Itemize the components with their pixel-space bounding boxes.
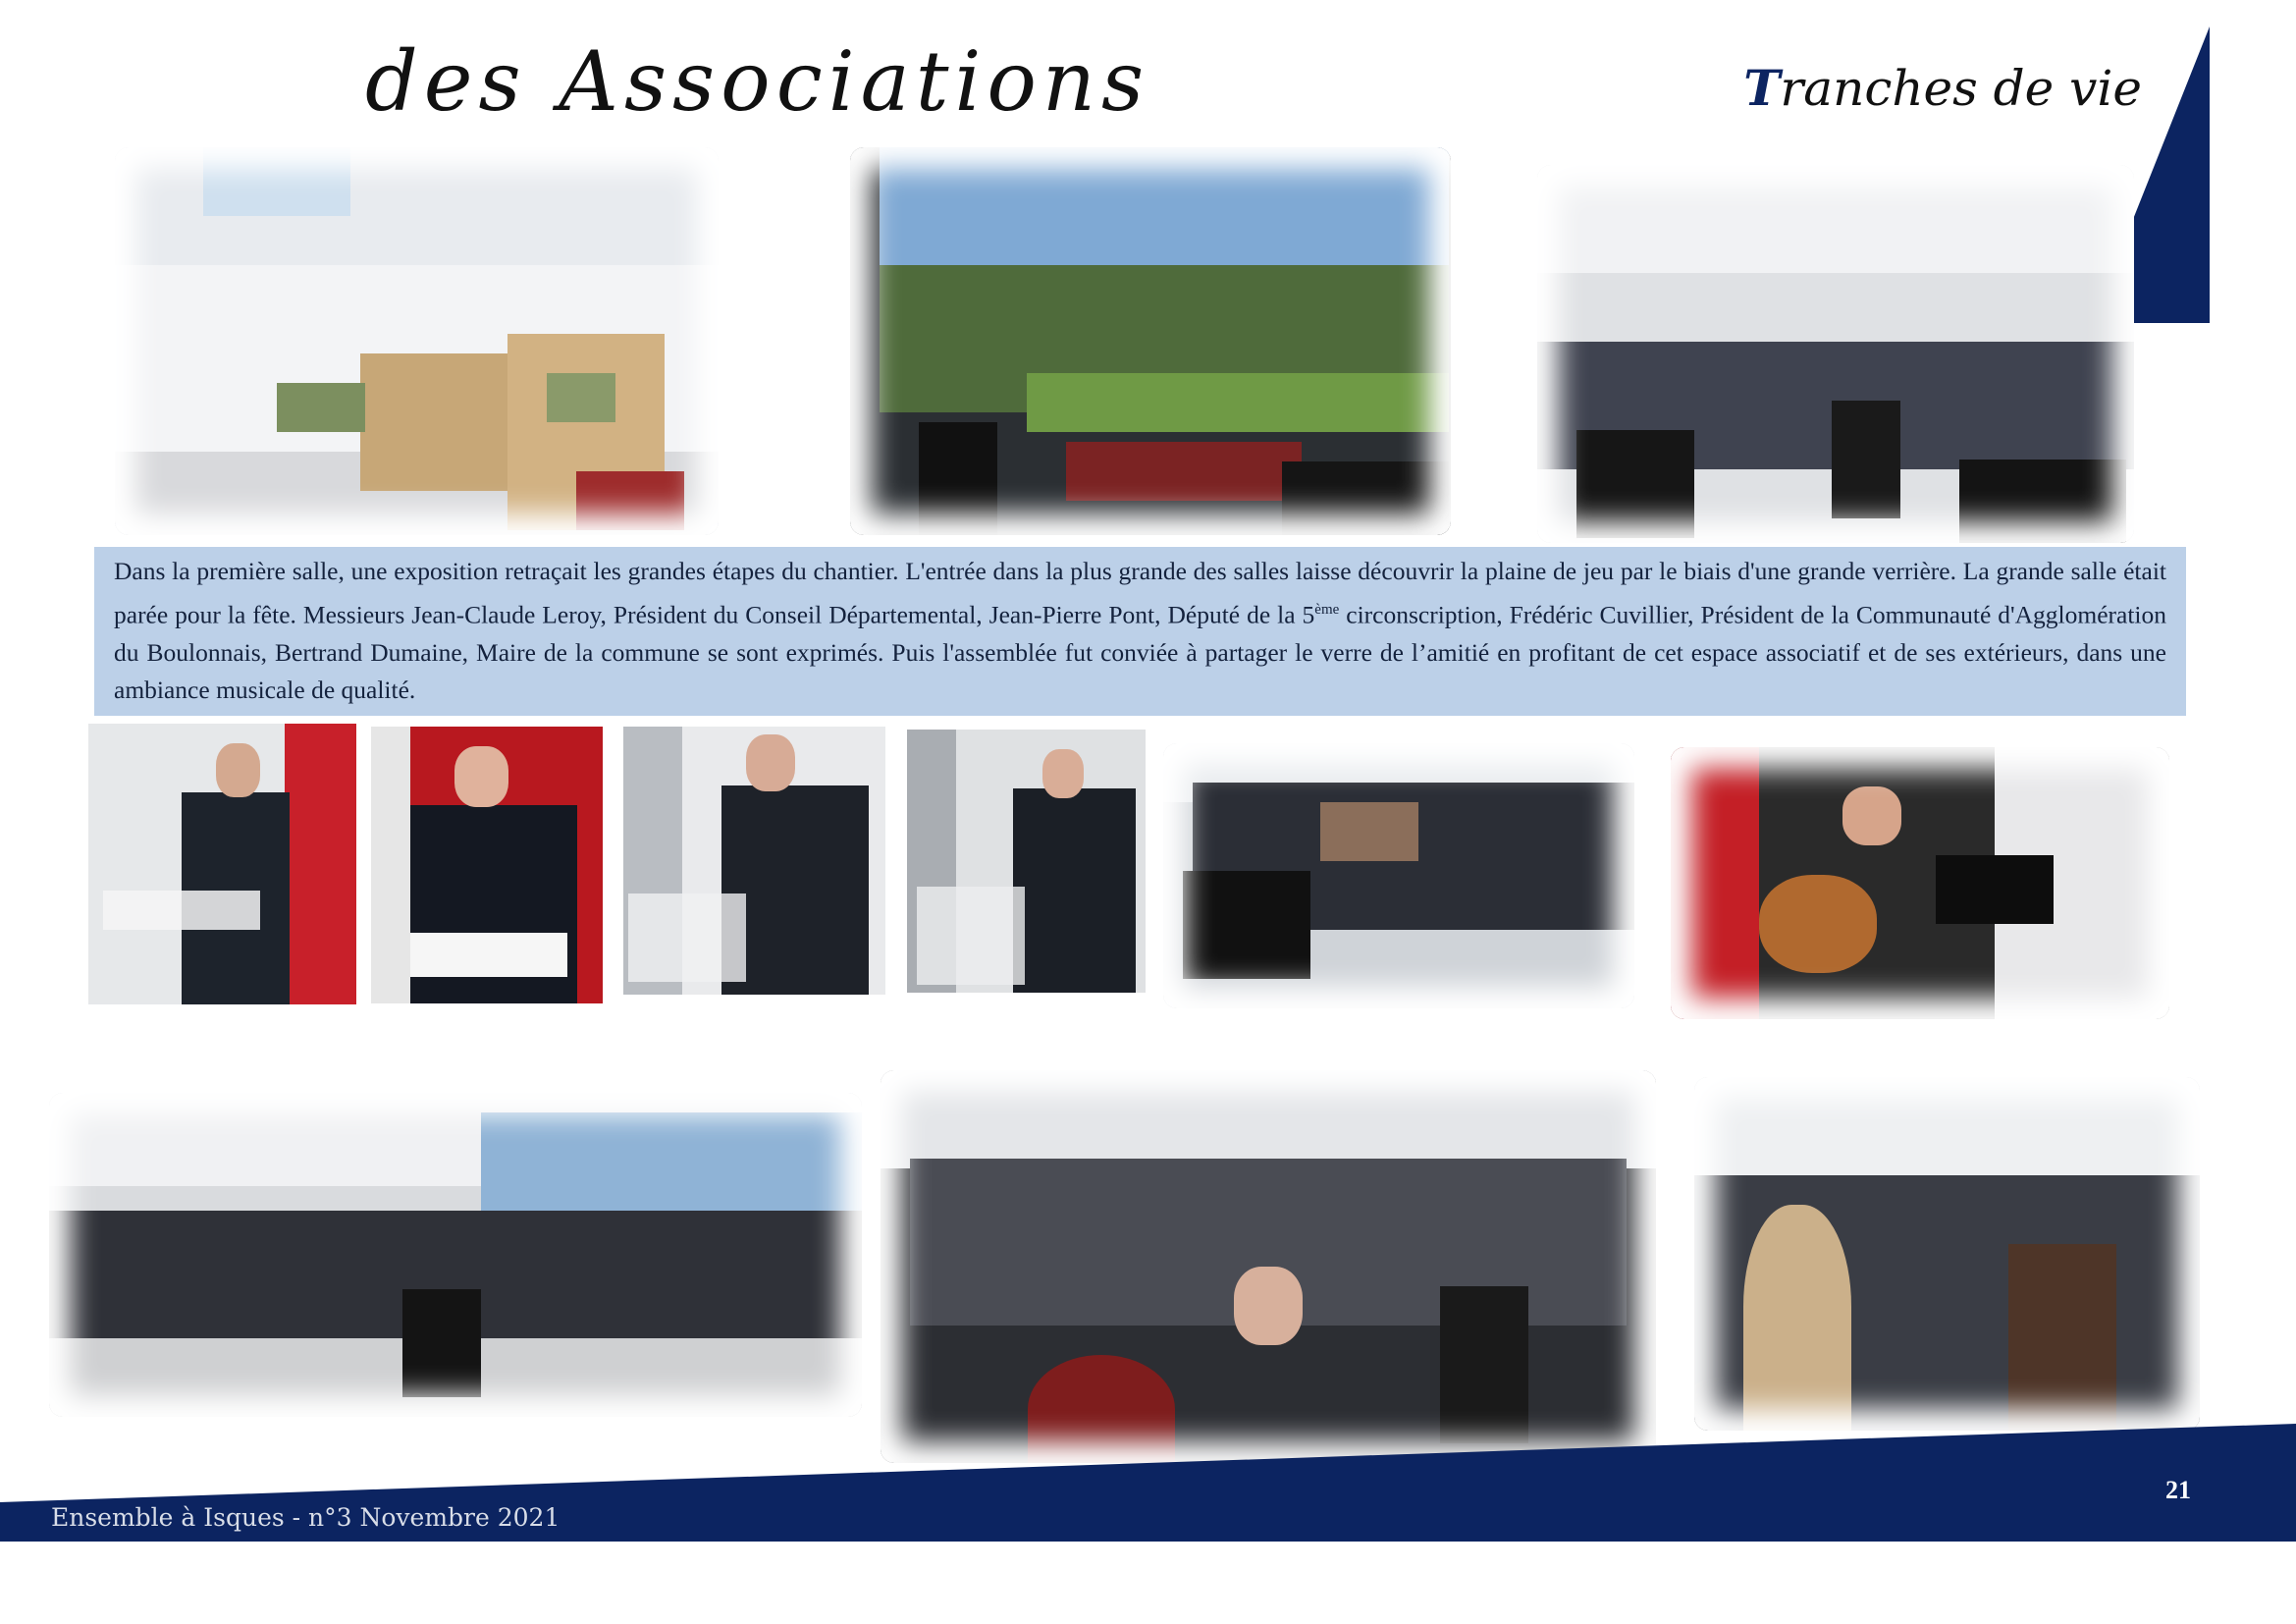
page-title: des Associations [365,33,1150,130]
photo-speaker-1 [88,724,356,1004]
photo-guests-chatting [1694,1077,2200,1431]
article-text-part1: Dans la première salle, une exposition retraçait les grandes étapes du chantier. L'entrée dans la plus grande des salles laisse découvrir la plaine de jeu par le biais d'une grande verrière. La grande salle était parée pour la fête. Messieurs Jean-Claude Leroy, Président du Conseil Départemental, Jean-Pierre Pont, Député de la 5 [114,557,2166,628]
photo-glass-wall [850,147,1451,535]
publication-info: Ensemble à Isques - n°3 Novembre 2021 [51,1503,561,1532]
photo-speaker-2 [371,727,603,1003]
article-text [94,547,2186,716]
photo-musicians [1671,747,2169,1019]
photo-main-hall-guests [881,1070,1656,1463]
photo-speaker-3 [623,727,885,995]
photo-hall-reception [1537,165,2134,543]
section-rest: ranches de vie [1780,60,2142,117]
section-initial: T [1743,59,1781,117]
photo-audience [1163,743,1634,1008]
article-text-part2: circonscription, Frédéric Cuvillier, Président de la Communauté d'Agglomération du Boulonnais, Bertrand Dumaine, Maire de la commune se sont exprimés. Puis l'assemblée fut conviée à partager le verre de l’amitié en profitant de cet espace associatif et de ses extérieurs, dans une ambiance musicale de qualité. [114,600,2166,704]
page-number: 21 [2165,1476,2191,1504]
section-title [1743,59,2142,117]
photo-exhibition-room [115,147,719,535]
photo-speaker-4 [907,730,1146,993]
article-text-superscript: ème [1314,601,1340,618]
photo-hall-crowd [49,1093,862,1417]
